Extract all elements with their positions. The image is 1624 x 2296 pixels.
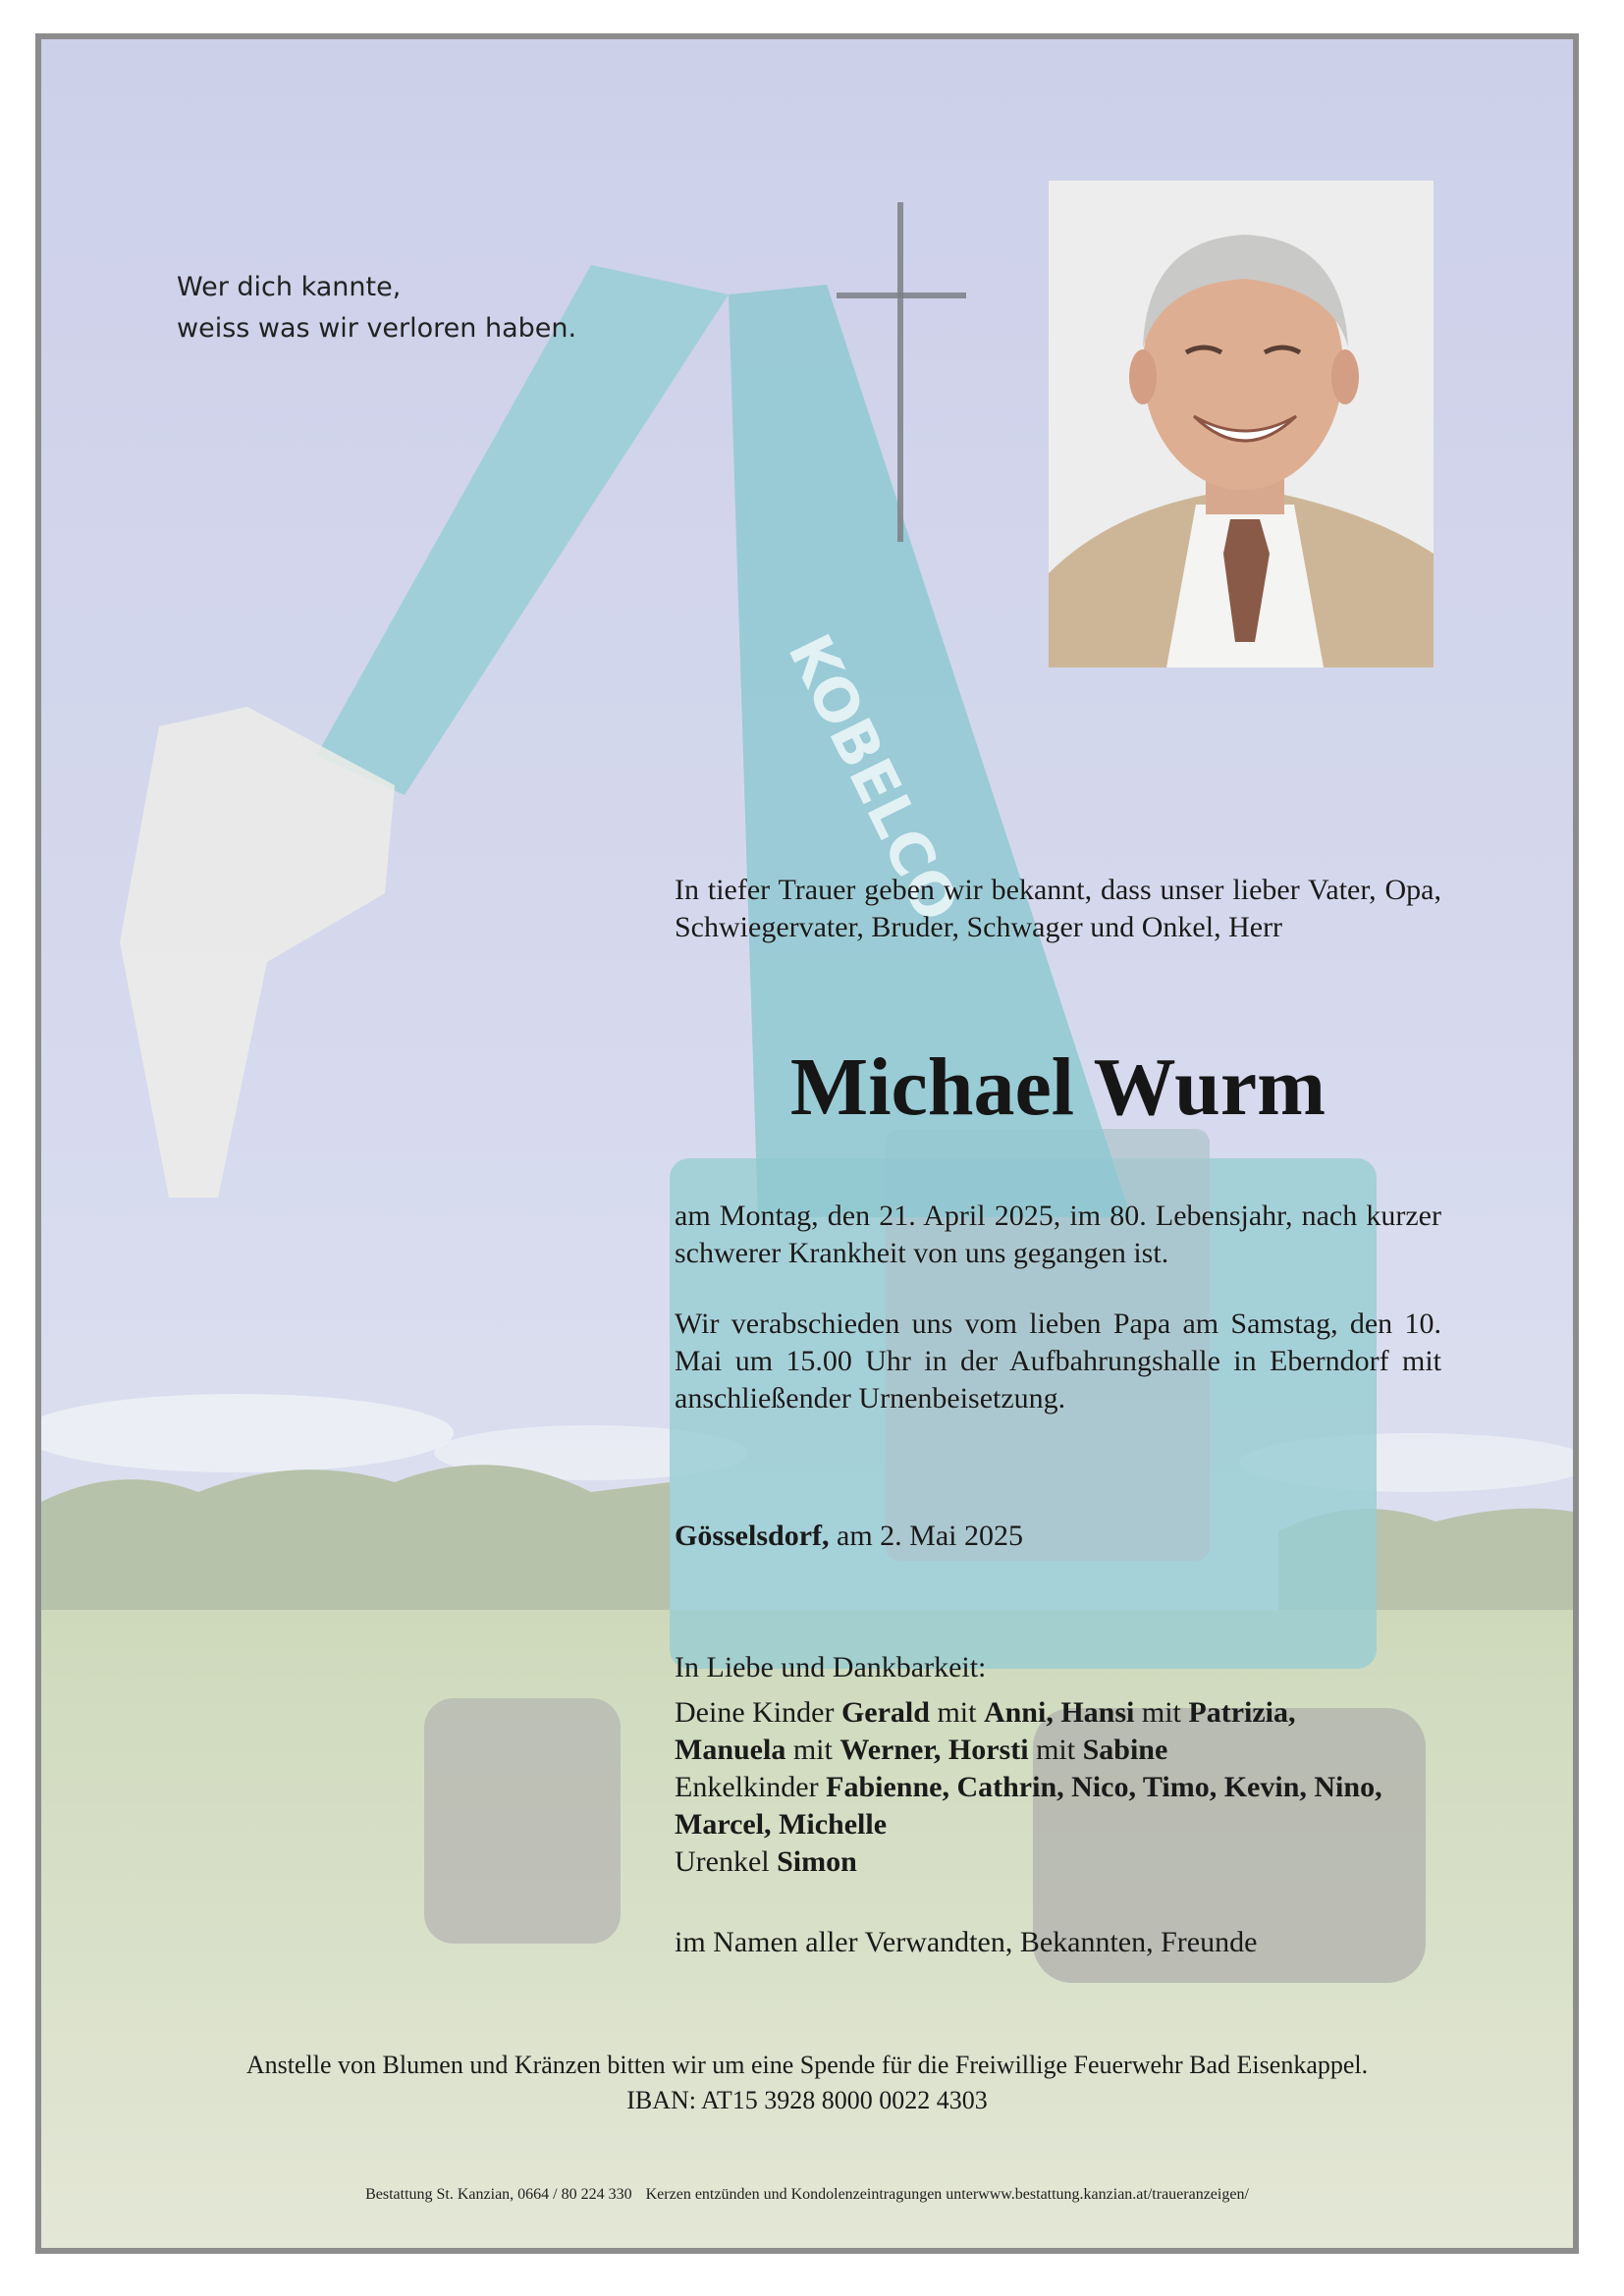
- partner-name: Sabine: [1082, 1734, 1168, 1766]
- with-word: mit: [1028, 1734, 1083, 1766]
- death-notice-text: am Montag, den 21. April 2025, im 80. Lebensjahr, nach kurzer schwerer Krankheit von uns gegangen ist.: [675, 1200, 1441, 1269]
- partner-name: Patrizia,: [1188, 1696, 1296, 1729]
- obituary-content: [41, 39, 1573, 2248]
- place-name: Gösselsdorf,: [675, 1520, 830, 1552]
- motto-line-1: Wer dich kannte,: [177, 272, 402, 302]
- donation-text: Anstelle von Blumen und Kränzen bitten wir um eine Spende für die Freiwillige Feuerwehr Bad Eisenkappel.: [245, 2051, 1369, 2079]
- undertaker-contact: Bestattung St. Kanzian, 0664 / 80 224 330: [365, 2186, 632, 2203]
- partner-name: Werner,: [839, 1734, 942, 1766]
- mourners-list: [675, 1694, 1441, 1881]
- partner-name: Anni,: [983, 1696, 1054, 1729]
- relatives-line: im Namen aller Verwandten, Bekannten, Freunde: [675, 1926, 1258, 1958]
- grandchildren-line: [675, 1769, 1441, 1806]
- grandchildren-names: Marcel, Michelle: [675, 1808, 888, 1841]
- motto-line-2: weiss was wir verloren haben.: [177, 313, 577, 344]
- child-name: Manuela: [675, 1734, 786, 1766]
- great-grandchild-prefix: Urenkel: [675, 1845, 778, 1878]
- child-name: Gerald: [840, 1696, 930, 1729]
- funeral-details-text: Wir verabschieden uns vom lieben Papa am Samstag, den 10. Mai um 15.00 Uhr in der Aufbahrungshalle in Eberndorf mit anschließender Urnenbeisetzung.: [675, 1308, 1441, 1415]
- with-word: mit: [929, 1696, 984, 1729]
- grandchildren-prefix: Enkelkinder: [675, 1771, 827, 1803]
- grandchildren-names: Fabienne, Cathrin, Nico, Timo, Kevin, Nino,: [826, 1771, 1382, 1803]
- children-line: [675, 1694, 1441, 1732]
- children-prefix: Deine Kinder: [675, 1696, 841, 1729]
- machine-brand-label: KOBELCO: [774, 623, 972, 933]
- with-word: mit: [1134, 1696, 1189, 1729]
- children-line-2: [675, 1732, 1441, 1769]
- great-grandchild-name: Simon: [777, 1845, 857, 1878]
- deceased-portrait-photo: [1049, 181, 1434, 667]
- portrait-image: [1049, 181, 1434, 667]
- thanks-heading: In Liebe und Dankbarkeit:: [675, 1651, 987, 1683]
- donation-iban: IBAN: AT15 3928 8000 0022 4303: [626, 2086, 988, 2114]
- great-grandchildren-line: [675, 1843, 1441, 1881]
- obituary-frame: [35, 33, 1579, 2254]
- condolence-link[interactable]: Kerzen entzünden und Kondolenzeintragungen unterwww.bestattung.kanzian.at/traueranzeigen/: [645, 2186, 1249, 2203]
- memorial-motto: [177, 267, 576, 349]
- child-name: Hansi: [1053, 1696, 1135, 1729]
- notice-date: am 2. Mai 2025: [829, 1520, 1023, 1552]
- donation-request: [41, 2048, 1573, 2118]
- announcement-intro: In tiefer Trauer geben wir bekannt, dass unser lieber Vater, Opa, Schwiegervater, Bruder, Schwager und Onkel, Herr: [675, 874, 1441, 943]
- grandchildren-line-2: [675, 1806, 1441, 1843]
- child-name: Horsti: [941, 1734, 1029, 1766]
- cross-icon: [837, 202, 966, 542]
- with-word: mit: [785, 1734, 840, 1766]
- undertaker-footer: [41, 2185, 1573, 2205]
- deceased-name: Michael Wurm: [789, 1041, 1326, 1133]
- place-and-date: [675, 1518, 1441, 1555]
